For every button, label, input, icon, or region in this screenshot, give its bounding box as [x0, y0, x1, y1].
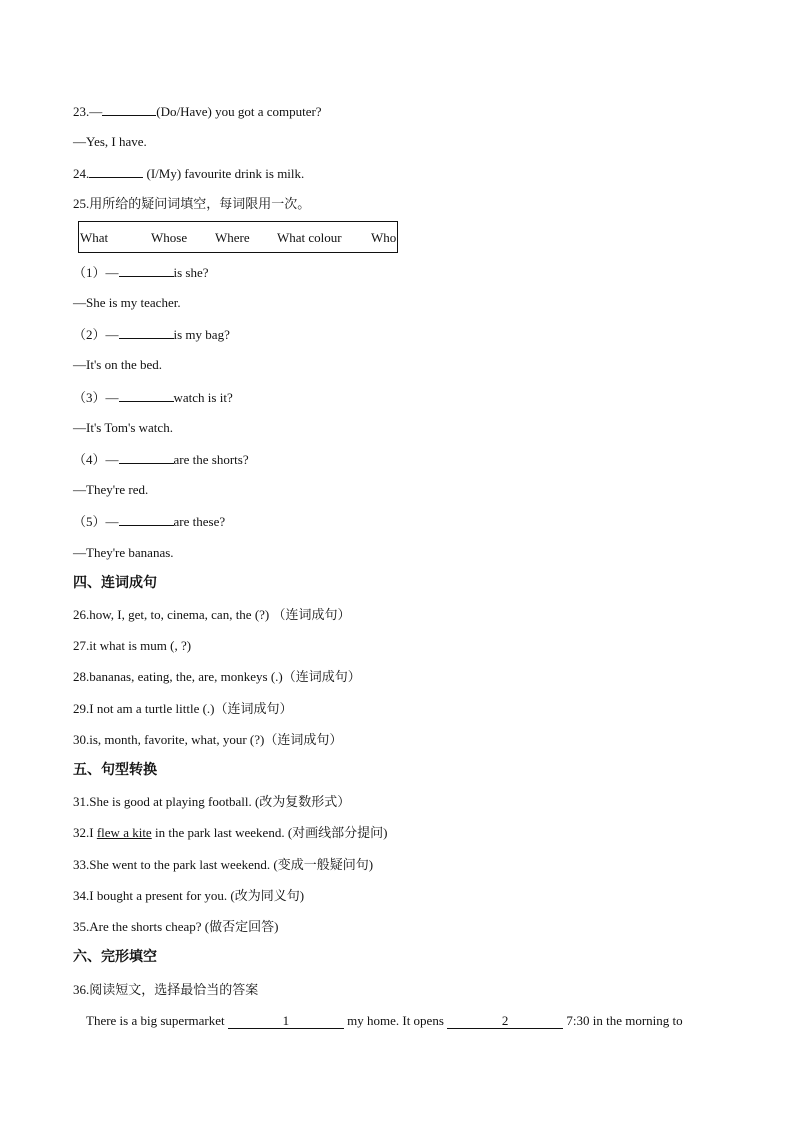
item-num: （4）— — [73, 452, 119, 467]
q32-prefix: 32.I — [73, 825, 97, 840]
q25-blank-5[interactable] — [119, 513, 174, 526]
item-num: （1）— — [73, 265, 119, 280]
passage-text: There is a big supermarket — [86, 1013, 228, 1028]
item-question: are these? — [173, 514, 226, 529]
question-36: 36.阅读短文，选择最恰当的答案 — [73, 982, 259, 997]
word-what: What — [80, 230, 109, 245]
q25-item-2 — [73, 326, 230, 343]
item-num: （3）— — [73, 390, 119, 405]
word-who: Who — [371, 230, 397, 245]
word-where: Where — [215, 230, 250, 245]
section-4-heading: 四、连词成句 — [73, 575, 157, 591]
q24-hint: (I/My) favourite drink is milk. — [143, 166, 305, 181]
question-29: 29.I not am a turtle little (.)（连词成句） — [73, 701, 293, 716]
q25-blank-3[interactable] — [119, 389, 174, 402]
q23-answer: —Yes, I have. — [73, 134, 147, 149]
item-question: is she? — [173, 265, 209, 280]
cloze-blank-2[interactable]: 2 — [447, 1014, 563, 1029]
q32-underlined-phrase: flew a kite — [96, 825, 152, 840]
section-6-heading: 六、完形填空 — [73, 949, 157, 965]
cloze-blank-1[interactable]: 1 — [228, 1014, 344, 1029]
item-num: （5）— — [73, 514, 119, 529]
question-31: 31.She is good at playing football. (改为复数形式） — [73, 794, 351, 809]
question-34: 34.I bought a present for you. (改为同义句) — [73, 888, 305, 903]
q25-answer-1: —She is my teacher. — [73, 295, 181, 310]
question-35: 35.Are the shorts cheap? (做否定回答) — [73, 919, 279, 934]
q23-blank[interactable] — [102, 103, 156, 116]
item-question: are the shorts? — [173, 452, 249, 467]
q25-answer-4: —They're red. — [73, 482, 149, 497]
question-23 — [73, 103, 322, 120]
question-28: 28.bananas, eating, the, are, monkeys (.)（连词成句） — [73, 669, 361, 684]
q24-blank[interactable] — [89, 165, 143, 178]
word-what-colour: What colour — [277, 230, 342, 245]
q25-item-4 — [73, 451, 249, 468]
item-question: is my bag? — [173, 327, 230, 342]
passage-text: 7:30 in the morning to — [563, 1013, 683, 1028]
word-whose: Whose — [151, 230, 188, 245]
question-33: 33.She went to the park last weekend. (变成一般疑问句) — [73, 857, 374, 872]
q25-answer-2: —It's on the bed. — [73, 357, 162, 372]
item-question: watch is it? — [173, 390, 233, 405]
q24-prefix: 24. — [73, 166, 90, 181]
q25-item-5 — [73, 513, 225, 530]
word-box — [78, 221, 398, 253]
q25-blank-1[interactable] — [119, 264, 174, 277]
item-num: （2）— — [73, 327, 119, 342]
q25-item-1 — [73, 264, 209, 281]
cloze-passage — [86, 1013, 683, 1029]
question-30: 30.is, month, favorite, what, your (?)（连词成句） — [73, 732, 343, 747]
q25-blank-2[interactable] — [119, 326, 174, 339]
section-5-heading: 五、句型转换 — [73, 762, 157, 778]
q25-answer-3: —It's Tom's watch. — [73, 420, 173, 435]
q25-item-3 — [73, 389, 233, 406]
passage-text: my home. It opens — [343, 1013, 448, 1028]
q23-hint: (Do/Have) you got a computer? — [156, 104, 322, 119]
q32-suffix: in the park last weekend. (对画线部分提问) — [151, 825, 388, 840]
q25-title: 25.用所给的疑问词填空，每词限用一次。 — [73, 196, 311, 211]
q25-blank-4[interactable] — [119, 451, 174, 464]
question-27: 27.it what is mum (, ?) — [73, 638, 192, 653]
q23-prefix: 23.— — [73, 104, 103, 119]
question-32 — [73, 825, 387, 841]
question-24 — [73, 165, 304, 182]
question-26: 26.how, I, get, to, cinema, can, the (?) （连词成句） — [73, 607, 351, 622]
q25-answer-5: —They're bananas. — [73, 545, 174, 560]
